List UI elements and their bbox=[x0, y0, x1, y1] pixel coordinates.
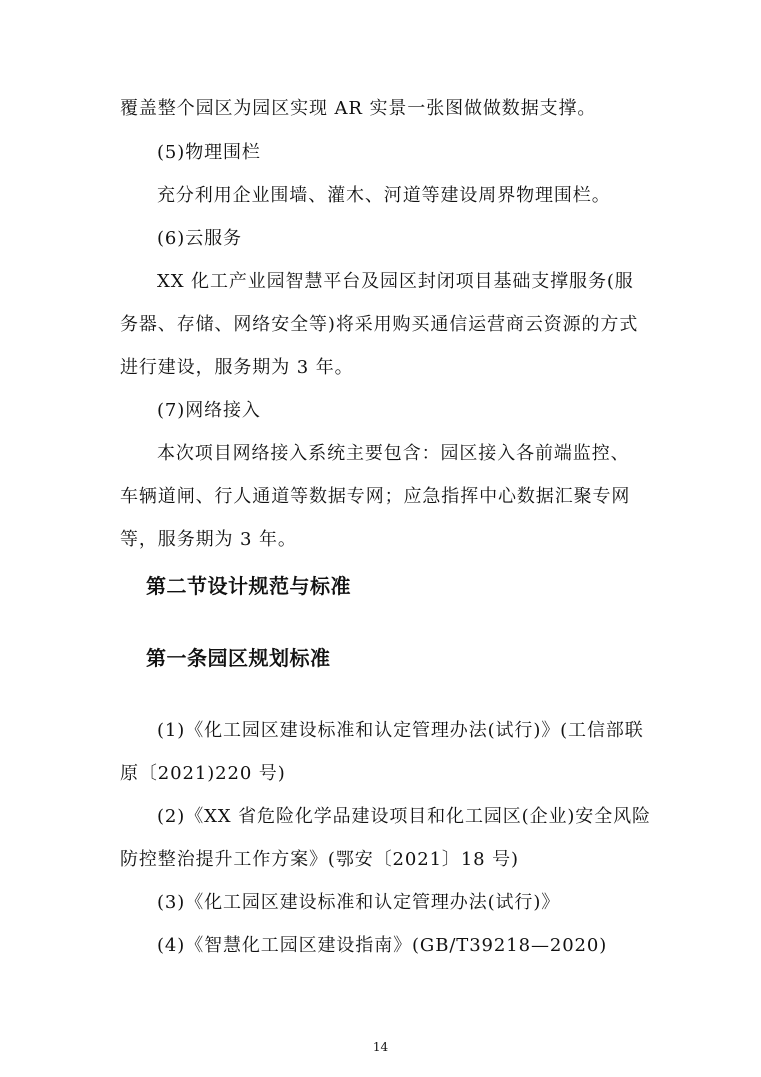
subsection-label-cloud-service: (6)云服务 bbox=[157, 228, 242, 249]
standard-item-continuation: 原〔2021)220 号) bbox=[120, 763, 286, 784]
paragraph-line: XX 化工产业园智慧平台及园区封闭项目基础支撑服务(服 bbox=[157, 271, 634, 292]
paragraph-line: 车辆道闸、行人通道等数据专网；应急指挥中心数据汇聚专网 bbox=[120, 486, 631, 507]
standard-item: (2)《XX 省危险化学品建设项目和化工园区(企业)安全风险 bbox=[157, 806, 651, 827]
subsection-label-network-access: (7)网络接入 bbox=[157, 400, 261, 421]
page-number: 14 bbox=[372, 1040, 389, 1054]
standard-item: (1)《化工园区建设标准和认定管理办法(试行)》(工信部联 bbox=[157, 720, 644, 741]
standard-item: (4)《智慧化工园区建设指南》(GB/T39218—2020) bbox=[157, 935, 608, 956]
paragraph-line: 进行建设，服务期为 3 年。 bbox=[120, 357, 354, 378]
standard-item: (3)《化工园区建设标准和认定管理办法(试行)》 bbox=[157, 892, 561, 913]
standard-item-continuation: 防控整治提升工作方案》(鄂安〔2021〕18 号) bbox=[120, 849, 519, 870]
section-heading: 第二节设计规范与标准 bbox=[146, 574, 351, 598]
subsection-label-physical-fence: (5)物理围栏 bbox=[157, 142, 261, 163]
article-heading: 第一条园区规划标准 bbox=[146, 646, 331, 670]
paragraph-line: 覆盖整个园区为园区实现 AR 实景一张图做做数据支撑。 bbox=[120, 98, 597, 119]
paragraph-line: 等，服务期为 3 年。 bbox=[120, 529, 297, 550]
paragraph-line: 本次项目网络接入系统主要包含：园区接入各前端监控、 bbox=[157, 443, 630, 464]
paragraph-line: 务器、存储、网络安全等)将采用购买通信运营商云资源的方式 bbox=[120, 314, 639, 335]
paragraph-line: 充分利用企业围墙、灌木、河道等建设周界物理围栏。 bbox=[157, 185, 611, 206]
